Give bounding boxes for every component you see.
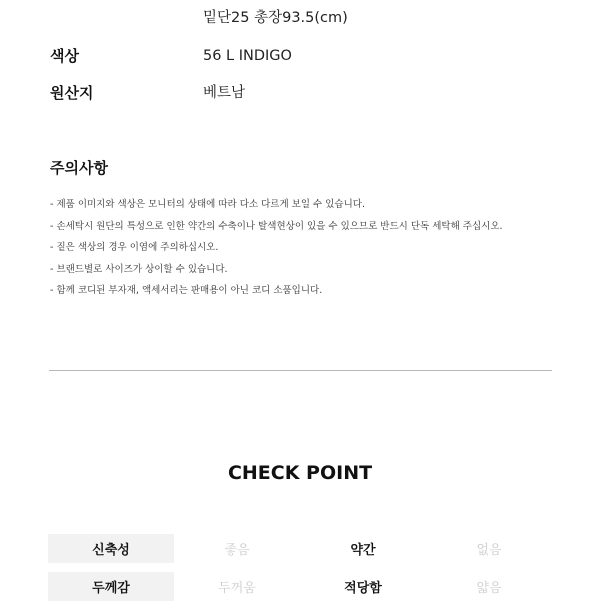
thickness-option-thin: 얇음 [426, 572, 552, 601]
thickness-option-medium: 적당함 [300, 572, 426, 601]
elasticity-option-good: 좋음 [174, 534, 300, 563]
notice-list [50, 194, 503, 302]
check-point-table [48, 534, 552, 610]
spec-row-origin [0, 81, 600, 105]
elasticity-option-slight: 약간 [300, 534, 426, 563]
origin-value: 베트남 [203, 85, 246, 101]
elasticity-label: 신축성 [48, 534, 174, 563]
notice-item: - 함께 코디된 부자재, 액세서리는 판매용이 아닌 코디 소품입니다. [50, 285, 323, 296]
color-label: 색상 [50, 47, 79, 65]
notice-item: - 브랜드별로 사이즈가 상이할 수 있습니다. [50, 263, 228, 275]
spec-row-size [0, 6, 600, 30]
color-value: 56 L INDIGO [203, 48, 292, 64]
notice-item: - 제품 이미지와 색상은 모니터의 상태에 따라 다소 다르게 보일 수 있습니다. [50, 199, 365, 210]
notice-item: - 짙은 색상의 경우 이염에 주의하십시오. [50, 242, 219, 253]
thickness-label: 두께감 [48, 572, 174, 601]
spec-row-color [0, 44, 600, 68]
origin-label: 원산지 [50, 84, 94, 102]
notice-title: 주의사항 [50, 159, 108, 177]
check-point-title: CHECK POINT [227, 462, 373, 484]
size-detail-value: 밑단25 총장93.5(cm) [203, 10, 348, 26]
check-row-elasticity [48, 534, 552, 563]
section-divider [49, 370, 552, 371]
thickness-option-thick: 두꺼움 [174, 572, 300, 601]
elasticity-option-none: 없음 [426, 534, 552, 563]
notice-item: - 손세탁시 원단의 특성으로 인한 약간의 수축이나 탈색현상이 있을 수 있으므로 반드시 단독 세탁해 주십시오. [50, 220, 503, 232]
check-row-thickness [48, 572, 552, 601]
